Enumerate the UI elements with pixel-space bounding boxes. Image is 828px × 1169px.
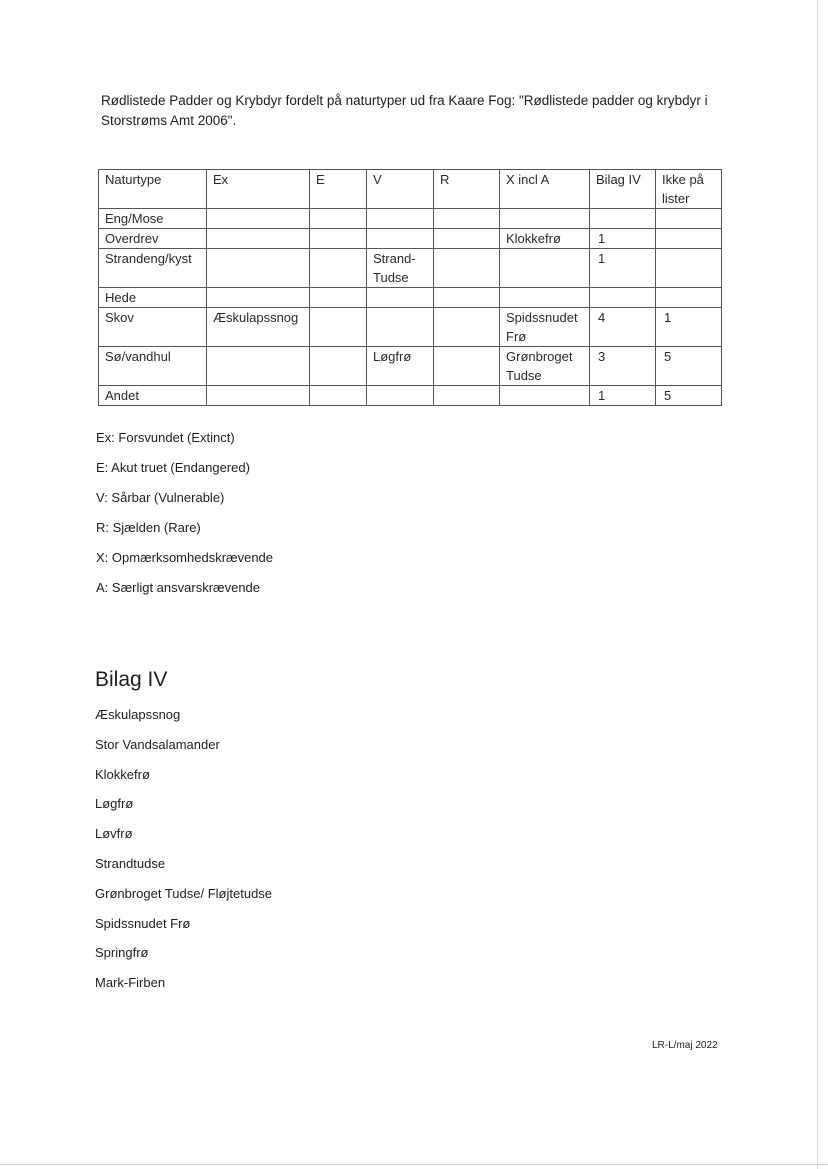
species-item: Løvfrø bbox=[95, 826, 133, 842]
bilag-heading: Bilag IV bbox=[95, 668, 168, 691]
table-cell bbox=[207, 229, 310, 249]
table-cell: Løgfrø bbox=[367, 347, 434, 386]
table-cell bbox=[434, 249, 500, 288]
header-cell: Bilag IV bbox=[590, 170, 656, 209]
species-item: Løgfrø bbox=[95, 796, 134, 812]
table-cell bbox=[434, 308, 500, 347]
table-row bbox=[99, 209, 722, 229]
table-cell: 1 bbox=[590, 249, 656, 288]
species-item: Mark-Firben bbox=[95, 975, 166, 991]
table-cell bbox=[500, 288, 590, 308]
table-cell bbox=[434, 288, 500, 308]
table-cell: 1 bbox=[590, 386, 656, 406]
table-cell bbox=[656, 229, 722, 249]
table-cell bbox=[310, 229, 367, 249]
table-cell: 5 bbox=[656, 347, 722, 386]
table-cell bbox=[207, 347, 310, 386]
table-cell bbox=[656, 288, 722, 308]
legend-item: A: Særligt ansvarskrævende bbox=[96, 580, 261, 595]
header-cell: Ex bbox=[207, 170, 310, 209]
table-cell bbox=[434, 347, 500, 386]
header-cell: X incl A bbox=[500, 170, 590, 209]
table-cell bbox=[367, 308, 434, 347]
table-row bbox=[99, 386, 722, 406]
legend-item: E: Akut truet (Endangered) bbox=[96, 460, 250, 475]
page-edge-bottom bbox=[0, 1164, 828, 1165]
species-item: Springfrø bbox=[95, 945, 149, 961]
species-item: Grønbroget Tudse/ Fløjtetudse bbox=[95, 885, 273, 901]
legend-item: X: Opmærksomhedskrævende bbox=[96, 550, 274, 565]
table-cell bbox=[367, 209, 434, 229]
table-row bbox=[99, 249, 722, 288]
table-row bbox=[99, 288, 722, 308]
header-cell: R bbox=[434, 170, 500, 209]
table-cell bbox=[500, 209, 590, 229]
table-row bbox=[99, 229, 722, 249]
table-cell: Skov bbox=[99, 308, 207, 347]
table-cell: Æskulapssnog bbox=[207, 308, 310, 347]
table-row bbox=[99, 308, 722, 347]
table-cell: Andet bbox=[99, 386, 207, 406]
table-header-row bbox=[99, 170, 722, 209]
table-cell bbox=[207, 249, 310, 288]
table-cell: 3 bbox=[590, 347, 656, 386]
footer-date: LR-L/maj 2022 bbox=[652, 1040, 718, 1051]
table-cell bbox=[434, 386, 500, 406]
legend-item: R: Sjælden (Rare) bbox=[96, 520, 201, 535]
species-item: Stor Vandsalamander bbox=[95, 736, 220, 752]
table-cell: Klokkefrø bbox=[500, 229, 590, 249]
table-cell bbox=[310, 288, 367, 308]
table-cell bbox=[367, 288, 434, 308]
table-cell: Eng/Mose bbox=[99, 209, 207, 229]
header-cell: Ikke på lister bbox=[656, 170, 722, 209]
table-cell bbox=[310, 347, 367, 386]
table-cell bbox=[207, 288, 310, 308]
table-cell: Spidssnudet Frø bbox=[500, 308, 590, 347]
table-cell bbox=[367, 386, 434, 406]
table-cell bbox=[310, 308, 367, 347]
table-cell bbox=[310, 386, 367, 406]
header-cell: V bbox=[367, 170, 434, 209]
table-cell bbox=[590, 209, 656, 229]
table-cell: Grønbroget Tudse bbox=[500, 347, 590, 386]
table-cell bbox=[656, 209, 722, 229]
header-cell: E bbox=[310, 170, 367, 209]
table-cell bbox=[207, 209, 310, 229]
table-cell bbox=[656, 249, 722, 288]
table-cell bbox=[434, 209, 500, 229]
naturtype-table bbox=[98, 169, 722, 406]
table-cell bbox=[367, 229, 434, 249]
table-cell bbox=[500, 386, 590, 406]
table-cell: Hede bbox=[99, 288, 207, 308]
species-item: Strandtudse bbox=[95, 855, 166, 871]
species-list bbox=[95, 705, 272, 1003]
table-row bbox=[99, 347, 722, 386]
species-item: Æskulapssnog bbox=[95, 707, 181, 722]
table-cell bbox=[500, 249, 590, 288]
table-cell: Sø/vandhul bbox=[99, 347, 207, 386]
legend-item: Ex: Forsvundet (Extinct) bbox=[96, 430, 235, 445]
table-cell: Strand-Tudse bbox=[367, 249, 434, 288]
table-cell: 4 bbox=[590, 308, 656, 347]
page-edge-right bbox=[817, 0, 818, 1169]
header-cell: Naturtype bbox=[99, 170, 207, 209]
table-cell: 5 bbox=[656, 386, 722, 406]
table-cell: 1 bbox=[590, 229, 656, 249]
table-cell bbox=[310, 209, 367, 229]
species-item: Klokkefrø bbox=[95, 766, 150, 782]
legend-list bbox=[96, 428, 273, 608]
intro-paragraph: Rødlistede Padder og Krybdyr fordelt på naturtyper ud fra Kaare Fog: "Rødlistede padder og krybdyr i Storstrøms Amt 2006". bbox=[101, 93, 708, 128]
table-cell bbox=[590, 288, 656, 308]
legend-item: V: Sårbar (Vulnerable) bbox=[96, 490, 225, 505]
species-item: Spidssnudet Frø bbox=[95, 915, 191, 931]
table-cell: Overdrev bbox=[99, 229, 207, 249]
table-cell: Strandeng/kyst bbox=[99, 249, 207, 288]
table-cell: 1 bbox=[656, 308, 722, 347]
table-cell bbox=[434, 229, 500, 249]
table-cell bbox=[310, 249, 367, 288]
table-cell bbox=[207, 386, 310, 406]
